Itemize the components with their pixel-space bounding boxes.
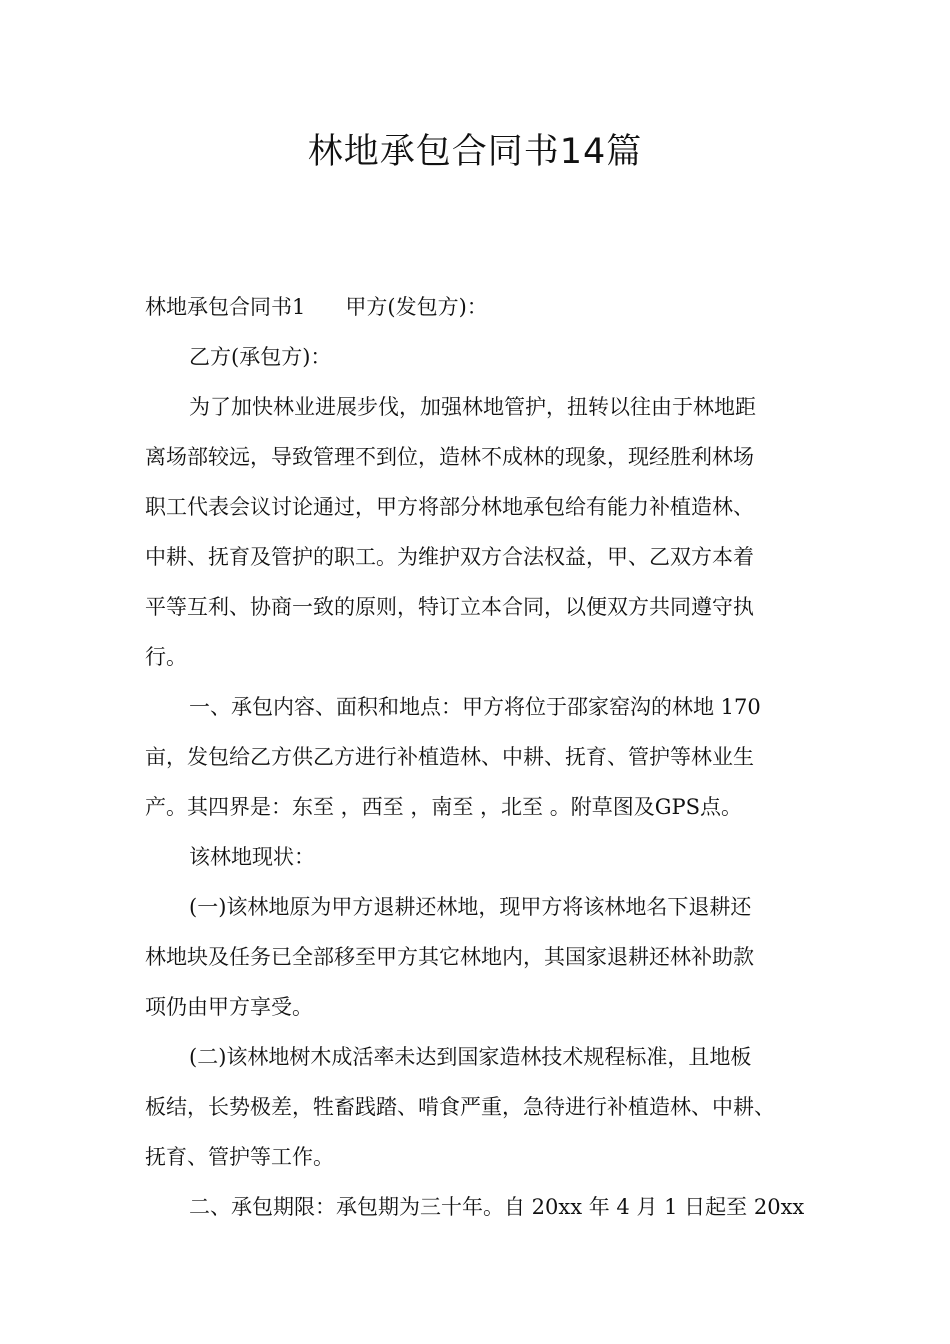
- text-line: 项仍由甲方享受。: [145, 995, 313, 1019]
- text-line: 职工代表会议讨论通过，甲方将部分林地承包给有能力补植造林、: [145, 495, 754, 519]
- document-title: 林地承包合同书14篇: [307, 132, 643, 172]
- text-line: 亩，发包给乙方供乙方进行补植造林、中耕、抚育、管护等林业生: [145, 745, 754, 769]
- text-line: 中耕、抚育及管护的职工。为维护双方合法权益，甲、乙双方本着: [145, 545, 754, 569]
- text-line: 二、承包期限：承包期为三十年。自 20xx 年 4 月 1 日起至 20xx: [189, 1195, 805, 1219]
- text-line: (二)该林地树木成活率未达到国家造林技术规程标准，且地板: [189, 1045, 752, 1069]
- text-line: 抚育、管护等工作。: [145, 1145, 334, 1169]
- text-line: 行。: [145, 645, 187, 669]
- paragraph-lines: [145, 332, 815, 1232]
- text-line: 林地块及任务已全部移至甲方其它林地内，其国家退耕还林补助款: [145, 945, 754, 969]
- text-line: 离场部较远，导致管理不到位，造林不成林的现象，现经胜利林场: [145, 445, 754, 469]
- text-line: 平等互利、协商一致的原则，特订立本合同，以便双方共同遵守执: [145, 595, 754, 619]
- contract-heading-line: [145, 282, 815, 332]
- text-line: 乙方(承包方)：: [189, 345, 332, 369]
- contract-heading: 林地承包合同书1: [145, 295, 306, 319]
- party-a-label: 甲方(发包方)：: [345, 295, 488, 319]
- text-line: 为了加快林业进展步伐，加强林地管护，扭转以往由于林地距: [189, 395, 756, 419]
- text-line: (一)该林地原为甲方退耕还林地，现甲方将该林地名下退耕还: [189, 895, 752, 919]
- document-body: [145, 282, 815, 1232]
- text-line: 该林地现状：: [189, 845, 315, 869]
- text-line: 板结，长势极差，牲畜践踏、啃食严重，急待进行补植造林、中耕、: [145, 1095, 775, 1119]
- text-line: 产。其四界是：东至 ，西至 ，南至 ，北至 。附草图及GPS点。: [145, 795, 742, 819]
- text-line: 一、承包内容、面积和地点：甲方将位于邵家窑沟的林地 170: [189, 695, 761, 719]
